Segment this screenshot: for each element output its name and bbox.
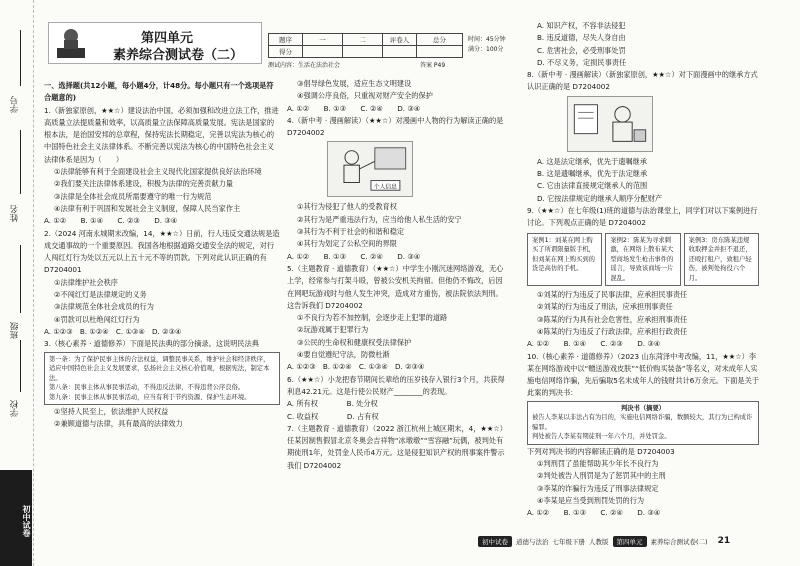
score-cell: 一 xyxy=(303,34,343,46)
score-input[interactable] xyxy=(303,46,343,58)
question-option: ④陈某的行为违反了行政法律，应承担行政责任 xyxy=(537,326,688,336)
column-left xyxy=(44,80,280,431)
excerpt-article: 第一条：为了保护民事主体的合法权益，调整民事关系，维护社会和经济秩序，适应中国特色社会主义发展要求，弘扬社会主义核心价值观，根据宪法，制定本法。 xyxy=(49,355,270,382)
case-boxes xyxy=(527,232,759,288)
question-stem: 10.（核心素养 · 道德修养）（2023 山东菏泽中考改编，11，★★☆）李某在网络游戏中以“赠送游戏皮肤”“低价购买装备”等名义，对未成年人实施电信网络诈骗，先后骗取5名未成年人的钱财共计6万余元。下面是关于此案的判决书： xyxy=(527,351,759,398)
answer-choices: A. 所有权 B. 处分权 C. 收益权 D. 占有权 xyxy=(287,399,379,421)
fill-line xyxy=(20,245,21,313)
question-stem: 5.（主题教育 · 道德教育）（★★☆）中学生小刚沉迷网络游戏，无心上学，经常参与打架斗殴，曾被公安机关拘留。但他仍不悔改，后因在网吧玩游戏时与他人发生冲突，造成对方重伤，被法院依法判刑。这告诉我们 D7204002 xyxy=(287,263,504,310)
answer-choices: A. ①② B. ①③ C. ②④ D. ③④ xyxy=(527,508,661,518)
question-option: ②兼顾道德与法律，具有最高的法律效力 xyxy=(54,419,183,429)
question-option: ③倡导绿色发展，适应生态文明建设 xyxy=(297,79,412,88)
question-7 xyxy=(287,423,509,472)
question-7-options xyxy=(527,20,759,69)
footer-subject: 道德与法治 xyxy=(516,537,549,546)
question-option: ①坚持人民至上，依法维护人民权益 xyxy=(54,407,169,417)
question-option: ②刘某的行为违反了刑法，应承担刑事责任 xyxy=(537,302,673,312)
footer-exam: 素养综合测试卷(二) xyxy=(650,537,708,546)
question-option: ①不良行为若不加控制，会逐步走上犯罪的道路 xyxy=(297,313,448,323)
case-box: 案例1：刘某在网上购买了所谓限量版手机，但刘某在网上购买到的货是高仿的手机。 xyxy=(527,233,602,287)
column-right xyxy=(527,20,759,520)
page-number: 21 xyxy=(717,536,731,546)
fill-line xyxy=(20,130,21,194)
question-option: ②我们要关注法律体系建设，积极为法律的完善贡献力量 xyxy=(54,179,233,189)
score-table-row xyxy=(269,34,463,46)
score-input[interactable] xyxy=(417,46,463,58)
question-stem: 7.（主题教育 · 道德教育）（2022 浙江杭州上城区期末，4，★★☆）任某因制售假冒北京冬奥会吉祥物“冰墩墩”“雪容融”玩偶，被判处有期徒刑1年，处罚金人民币4万元。这是侵犯知识产权的刑事案件警示我们 D7204002 xyxy=(287,423,507,470)
question-option: ②判处被告人刑罚是为了惩罚其中的主刑 xyxy=(537,471,666,481)
civil-code-excerpt xyxy=(44,352,280,406)
question-option: ③法律是全体社会成员所需要遵守的唯一行为规范 xyxy=(54,191,212,201)
question-4 xyxy=(287,115,509,263)
comic-figure xyxy=(287,141,509,199)
question-option: ①法律能够有利于全面建设社会主义现代化国家提供良好法治环境 xyxy=(54,167,262,177)
question-3-continued xyxy=(287,78,509,115)
score-cell: 题序 xyxy=(269,34,303,46)
excerpt-article: 第八条：民事主体从事民事活动，不得违反法律，不得违背公序良俗。 xyxy=(49,384,245,392)
question-option: C. 危害社会，必受刑事处罚 xyxy=(537,45,626,55)
comic-illustration xyxy=(327,141,413,197)
judgment-line: 判处被告人李某有期徒刑一年六个月，并处罚金。 xyxy=(532,433,671,441)
footer-grade: 七年级下册 xyxy=(552,537,585,546)
question-option: C. 它由法律直接规定继承人的范围 xyxy=(537,181,648,191)
question-option: ④罚款可以杜绝闯红灯行为 xyxy=(54,314,140,324)
full-score: 满分：100分 xyxy=(468,46,504,53)
question-option: ④法律有利于巩固和发展社会主义制度，保障人民当家作主 xyxy=(54,203,241,213)
question-option: ②玩游戏属于犯罪行为 xyxy=(297,325,369,335)
answer-choices: A. ①② B. ①④ C. ②③ D. ③④ xyxy=(527,339,661,349)
question-option: ②其行为是严重违法行为，应当给他人私生活的安宁 xyxy=(297,214,462,224)
question-option: A. 这是法定继承，优先于遗嘱继承 xyxy=(537,156,647,166)
inheritance-comic-illustration xyxy=(567,96,653,152)
question-option: ④要自觉遵纪守法，防微杜渐 xyxy=(297,350,390,360)
question-2 xyxy=(44,228,280,339)
column-middle xyxy=(287,78,509,472)
question-option: B. 违反道德，尽失人身自由 xyxy=(537,33,626,43)
question-option: ③其行为不利于社会的和谐和稳定 xyxy=(297,227,405,237)
time-limit: 时间：45分钟 xyxy=(468,36,506,43)
question-option: B. 这是遗嘱继承，优先于法定继承 xyxy=(537,169,648,179)
question-10 xyxy=(527,351,759,520)
comic-caption: 个人信息 xyxy=(373,184,397,191)
answer-choices: A. ①②③ B. ①②④ C. ①③④ D. ②③④ xyxy=(287,362,425,372)
unit-title: 第四单元 xyxy=(141,31,194,46)
question-option: ①判刑罚了虽能帮助其少年长不良行为 xyxy=(537,459,659,469)
judgment-title: 判决书（摘要） xyxy=(620,404,666,412)
series-brand: 初中试卷 xyxy=(0,470,32,566)
test-content: 测试内容：生活在法治社会 xyxy=(268,62,341,69)
case-box: 案例3：房东陈某违规收取押金并拒不退还，还殴打租户，致租户轻伤，被判处拘役六个月。 xyxy=(684,233,759,287)
question-stem: 2.（2024 河南永城期末改编，14，★★☆）日前，行人违反交通法规是造成交通事故的一个重要原因。我国各地根据道路交通安全法的规定，对行人闯红灯行为处以五元以上五十元不等的罚款。下列对此认识正确的有 D7204001 xyxy=(44,228,280,275)
margin-label-name: 姓名 xyxy=(10,205,20,222)
question-stem: 8.（新中考 · 漫画解读）（新独家原创，★★☆）对下面漫画中的继承方式认识正确的是 D7204002 xyxy=(527,70,758,92)
binding-margin xyxy=(0,0,34,566)
scholar-icon xyxy=(55,26,87,60)
page-footer xyxy=(478,534,730,548)
question-6 xyxy=(287,374,509,423)
question-stem: 4.（新中考 · 漫画解读）（★★☆）对漫画中人物的行为解读正确的是 D7204002 xyxy=(287,115,504,138)
section-heading: 一、选择题(共12小题，每小题4分，计48分。每小题只有一个选项是符合题意的) xyxy=(44,81,274,103)
question-option: ①刘某的行为违反了民事法律，应承担民事责任 xyxy=(537,290,688,300)
footer-series: 初中试卷 xyxy=(478,536,512,547)
question-prompt: 下列对判决书的内容解读正确的是 D7204003 xyxy=(527,446,675,456)
answer-choices: A. ①② B. ①③ C. ②④ D. ③④ xyxy=(287,251,421,261)
score-cell: 总分 xyxy=(417,34,463,46)
score-table-row xyxy=(269,46,463,58)
question-option: ①法律维护社会秩序 xyxy=(54,277,118,287)
score-input[interactable] xyxy=(343,46,383,58)
question-option: A. 知识产权，不容非法侵犯 xyxy=(537,21,626,30)
question-option: ③法律规范全体社会成员的行为 xyxy=(54,302,154,312)
margin-label-class: 班级 xyxy=(10,322,20,339)
score-cell: 得分 xyxy=(269,46,303,58)
question-1 xyxy=(44,105,280,228)
answer-choices: A. ①②③ B. ①②④ C. ①③④ D. ②③④ xyxy=(44,326,182,336)
margin-label-student-id: 学号 xyxy=(10,96,20,113)
exam-title: 素养综合测试卷（二） xyxy=(113,48,244,63)
question-stem: 1.（新独家原创，★★☆）建设法治中国，必须加强和改进立法工作，推进高质量立法提质量和效率，以高质量立法保障高质量发展。宪法是国家的根本法，是治国安邦的总章程，保持宪法长期稳定，完善以宪法为核心的中国特色社会主义法律体系。不断完善以宪法为核心的中国特色社会主义法律体系是因为（ ） xyxy=(44,105,279,164)
question-stem: 6.（★★☆）小龙把春节期间长辈给的压岁钱存入银行3个月，共获得利息42.21元。这是行使公民财产________的表现。 xyxy=(287,374,505,396)
question-option: D. 不尽义务，定损民事责任 xyxy=(537,57,627,67)
case-box: 案例2：陈某为寻求刺激，在网络上散布某大型商场发生枪击事件的谣言，导致该商场一片混乱。 xyxy=(605,233,680,287)
question-stem: 3.（核心素养 · 道德修养）下面是民法典的部分摘录。这说明民法典 xyxy=(44,339,259,349)
question-option: D. 它按法律规定的继承人顺序分配财产 xyxy=(537,193,663,203)
question-option: ②不闯红灯是法律规定的义务 xyxy=(54,290,147,300)
question-option: ③陈某的行为具有社会危害性，应承担刑事责任 xyxy=(537,314,688,324)
question-option: ④李某是应当受到刑罚处罚的行为 xyxy=(537,495,645,505)
answer-choices: A. ①② B. ①④ C. ②③ D. ③④ xyxy=(44,216,178,226)
question-option: ④强调公序良俗，只重视对财产安全的保护 xyxy=(297,91,433,101)
question-option: ①其行为侵犯了他人的受教育权 xyxy=(297,202,397,212)
fill-line xyxy=(20,30,21,86)
score-cell: 二 xyxy=(343,34,383,46)
fill-line xyxy=(20,340,21,392)
judgment-line: 被告人李某以非法占有为目的，实施电信网络诈骗，数额较大，其行为已构成诈骗罪。 xyxy=(532,414,753,431)
excerpt-article: 第九条：民事主体从事民事活动，应当有利于节约资源、保护生态环境。 xyxy=(49,393,251,401)
question-3 xyxy=(44,338,280,430)
question-5 xyxy=(287,263,509,374)
unit-title-box xyxy=(48,22,262,64)
score-input[interactable] xyxy=(383,46,417,58)
question-8 xyxy=(527,69,759,205)
score-cell: 评卷人 xyxy=(383,34,417,46)
judgment-box xyxy=(527,401,759,445)
footer-edition: 人教版 xyxy=(589,537,609,546)
footer-unit: 第四单元 xyxy=(613,536,647,547)
margin-label-school: 学校 xyxy=(10,400,20,417)
question-9 xyxy=(527,205,759,351)
question-option: ③李某的诈骗行为违反了刑事法律规定 xyxy=(537,483,659,493)
comic-figure xyxy=(527,96,759,154)
answer-choices: A. ①② B. ①③ C. ②④ D. ③④ xyxy=(287,103,421,113)
question-option: ④其行为划定了公私空间的界限 xyxy=(297,239,397,249)
score-table xyxy=(268,33,463,58)
question-option: ③公民的生命权和健康权受法律保护 xyxy=(297,337,412,347)
question-stem: 9.（★★☆）在七年级(1)班的道德与法治课堂上，同学们对以下案例进行讨论。下列观点正确的是 D7204002 xyxy=(527,205,758,228)
answer-reference: 答案 P49 xyxy=(420,62,446,69)
time-info xyxy=(468,35,506,55)
